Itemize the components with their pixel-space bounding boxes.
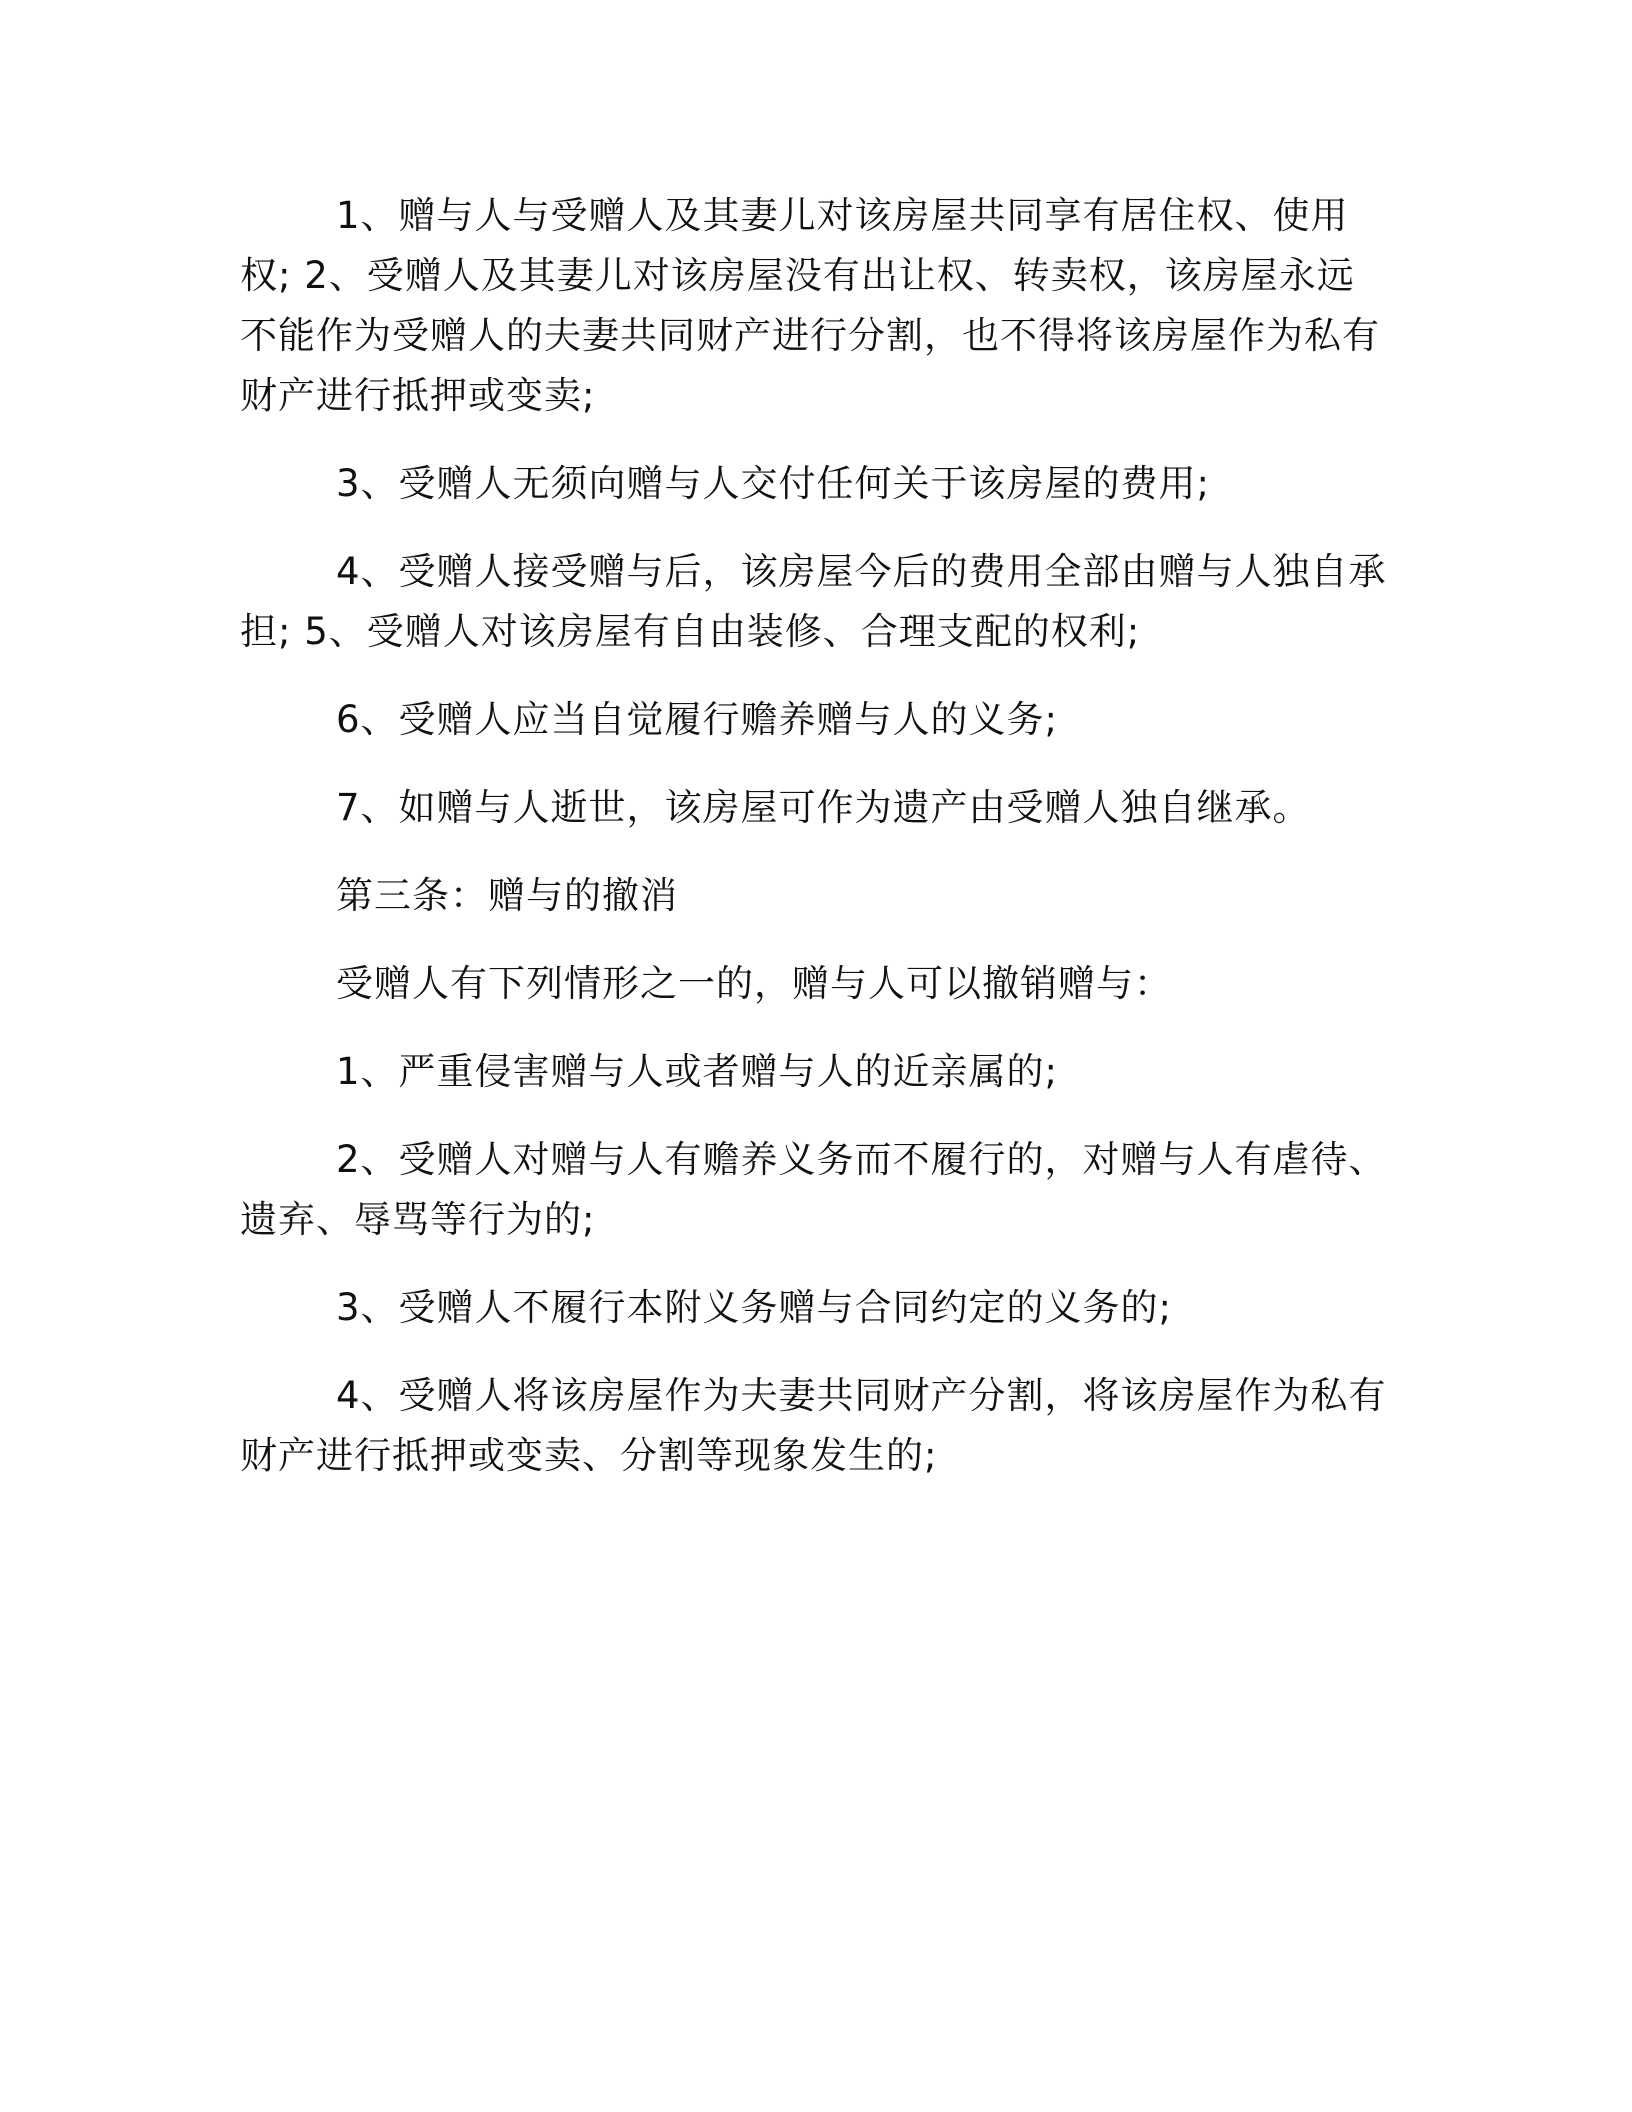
paragraph-clause-7: 7、如赠与人逝世，该房屋可作为遗产由受赠人独自继承。 bbox=[336, 786, 1311, 829]
paragraph-revocation-intro: 受赠人有下列情形之一的，赠与人可以撤销赠与： bbox=[336, 962, 1172, 1005]
paragraph-clause-3: 3、受赠人无须向赠与人交付任何关于该房屋的费用; bbox=[336, 462, 1211, 505]
section-heading-article-3: 第三条：赠与的撤消 bbox=[336, 874, 678, 917]
paragraph-revocation-4: 4、受赠人将该房屋作为夫妻共同财产分割，将该房屋作为私有财产进行抵押或变卖、分割等现象发生的; bbox=[240, 1374, 1387, 1477]
paragraph-revocation-3: 3、受赠人不履行本附义务赠与合同约定的义务的; bbox=[336, 1286, 1173, 1329]
document-body bbox=[240, 186, 1390, 1514]
paragraph-clause-6: 6、受赠人应当自觉履行赡养赠与人的义务; bbox=[336, 698, 1059, 741]
paragraph-clause-4-5: 4、受赠人接受赠与后，该房屋今后的费用全部由赠与人独自承担; 5、受赠人对该房屋有自由装修、合理支配的权利; bbox=[240, 550, 1387, 653]
paragraph-revocation-2: 2、受赠人对赠与人有赡养义务而不履行的，对赠与人有虐待、遗弃、辱骂等行为的; bbox=[240, 1138, 1387, 1241]
paragraph-revocation-1: 1、严重侵害赠与人或者赠与人的近亲属的; bbox=[336, 1050, 1059, 1093]
paragraph-clause-1-2: 1、赠与人与受赠人及其妻儿对该房屋共同享有居住权、使用权; 2、受赠人及其妻儿对该房屋没有出让权、转卖权，该房屋永远不能作为受赠人的夫妻共同财产进行分割，也不得将该房屋作为私有财产进行抵押或变卖; bbox=[240, 194, 1380, 417]
